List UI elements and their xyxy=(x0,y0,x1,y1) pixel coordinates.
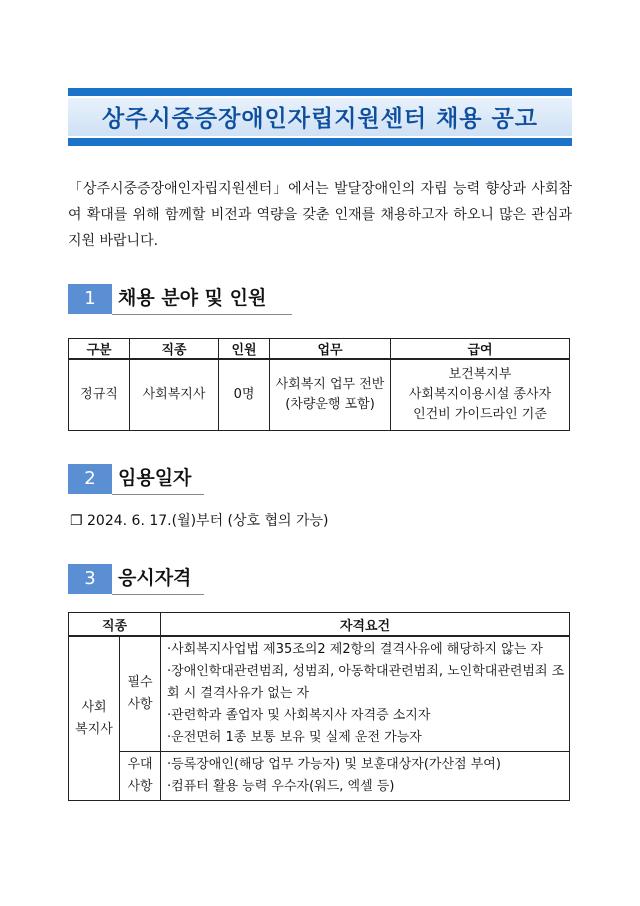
header-job: 직종 xyxy=(130,339,219,360)
title-top-bar xyxy=(68,88,572,96)
page-title: 상주시중증장애인자립지원센터 채용 공고 xyxy=(102,106,538,132)
required-item: ·관련학과 졸업자 및 사회복지사 자격증 소지자 xyxy=(167,708,431,723)
cell-duty xyxy=(270,359,391,431)
duty-line: (차량운행 포함) xyxy=(285,397,375,412)
salary-line: 인건비 가이드라인 기준 xyxy=(413,407,547,422)
preferred-item: ·등록장애인(해당 업무 가능자) 및 보훈대상자(가산점 부여) xyxy=(167,757,501,772)
header-requirements: 자격요건 xyxy=(161,613,570,637)
salary-line: 사회복지이용시설 종사자 xyxy=(408,387,552,402)
appointment-date: ❐ 2024. 6. 17.(월)부터 (상호 협의 가능) xyxy=(70,513,329,529)
header-duty: 업무 xyxy=(270,339,391,360)
required-label-line: 필수 xyxy=(127,675,153,690)
table-row xyxy=(69,359,570,431)
required-item: ·운전면허 1종 보통 보유 및 실제 운전 가능자 xyxy=(167,730,422,745)
cell-type: 정규직 xyxy=(69,359,130,431)
cell-required-label xyxy=(120,636,161,752)
cell-preferred-items xyxy=(161,752,570,801)
section-2-title: 임용일자 xyxy=(118,467,192,489)
preferred-item: ·컴퓨터 활용 능력 우수자(워드, 엑셀 등) xyxy=(167,779,395,794)
section-3-underline xyxy=(112,594,204,595)
cell-salary xyxy=(391,359,570,431)
section-3-title: 응시자격 xyxy=(118,567,192,589)
job-line: 복지사 xyxy=(75,721,113,737)
section-1-underline xyxy=(112,314,292,315)
salary-line: 보건복지부 xyxy=(448,367,512,382)
section-1-number: 1 xyxy=(68,284,112,314)
preferred-label-line: 사항 xyxy=(127,779,153,794)
required-item: ·장애인학대관련범죄, 성범죄, 아동학대관련범죄, 노인학대관련범죄 조회 시 결격사유가 없는 자 xyxy=(167,664,565,701)
section-3-number: 3 xyxy=(68,564,112,594)
intro-paragraph: 「상주시중증장애인자립지원센터」에서는 발달장애인의 자립 능력 향상과 사회참여 확대를 위해 함께할 비전과 역량을 갖춘 인재를 채용하고자 하오니 많은 관심과 지원 바랍니다. xyxy=(68,181,572,249)
section-2-number: 2 xyxy=(68,464,112,494)
duty-line: 사회복지 업무 전반 xyxy=(275,377,385,392)
header-type: 구분 xyxy=(69,339,130,360)
header-salary: 급여 xyxy=(391,339,570,360)
cell-required-items xyxy=(161,636,570,752)
required-item: ·사회복지사업법 제35조의2 제2항의 결격사유에 해당하지 않는 자 xyxy=(167,642,543,657)
preferred-label-line: 우대 xyxy=(127,757,153,772)
cell-job: 사회복지사 xyxy=(130,359,219,431)
required-label-line: 사항 xyxy=(127,697,153,712)
title-bottom-bar xyxy=(68,138,572,146)
header-count: 인원 xyxy=(219,339,270,360)
cell-count: 0명 xyxy=(219,359,270,431)
qualification-table xyxy=(68,612,570,801)
table-row xyxy=(69,752,570,801)
job-line: 사회 xyxy=(81,699,107,715)
cell-preferred-label xyxy=(120,752,161,801)
section-2-underline xyxy=(112,494,204,495)
cell-job-type xyxy=(69,636,120,801)
header-job-type: 직종 xyxy=(69,613,161,637)
title-banner xyxy=(68,88,572,148)
recruitment-table xyxy=(68,338,570,431)
section-1-title: 채용 분야 및 인원 xyxy=(118,287,267,309)
table-row xyxy=(69,636,570,752)
